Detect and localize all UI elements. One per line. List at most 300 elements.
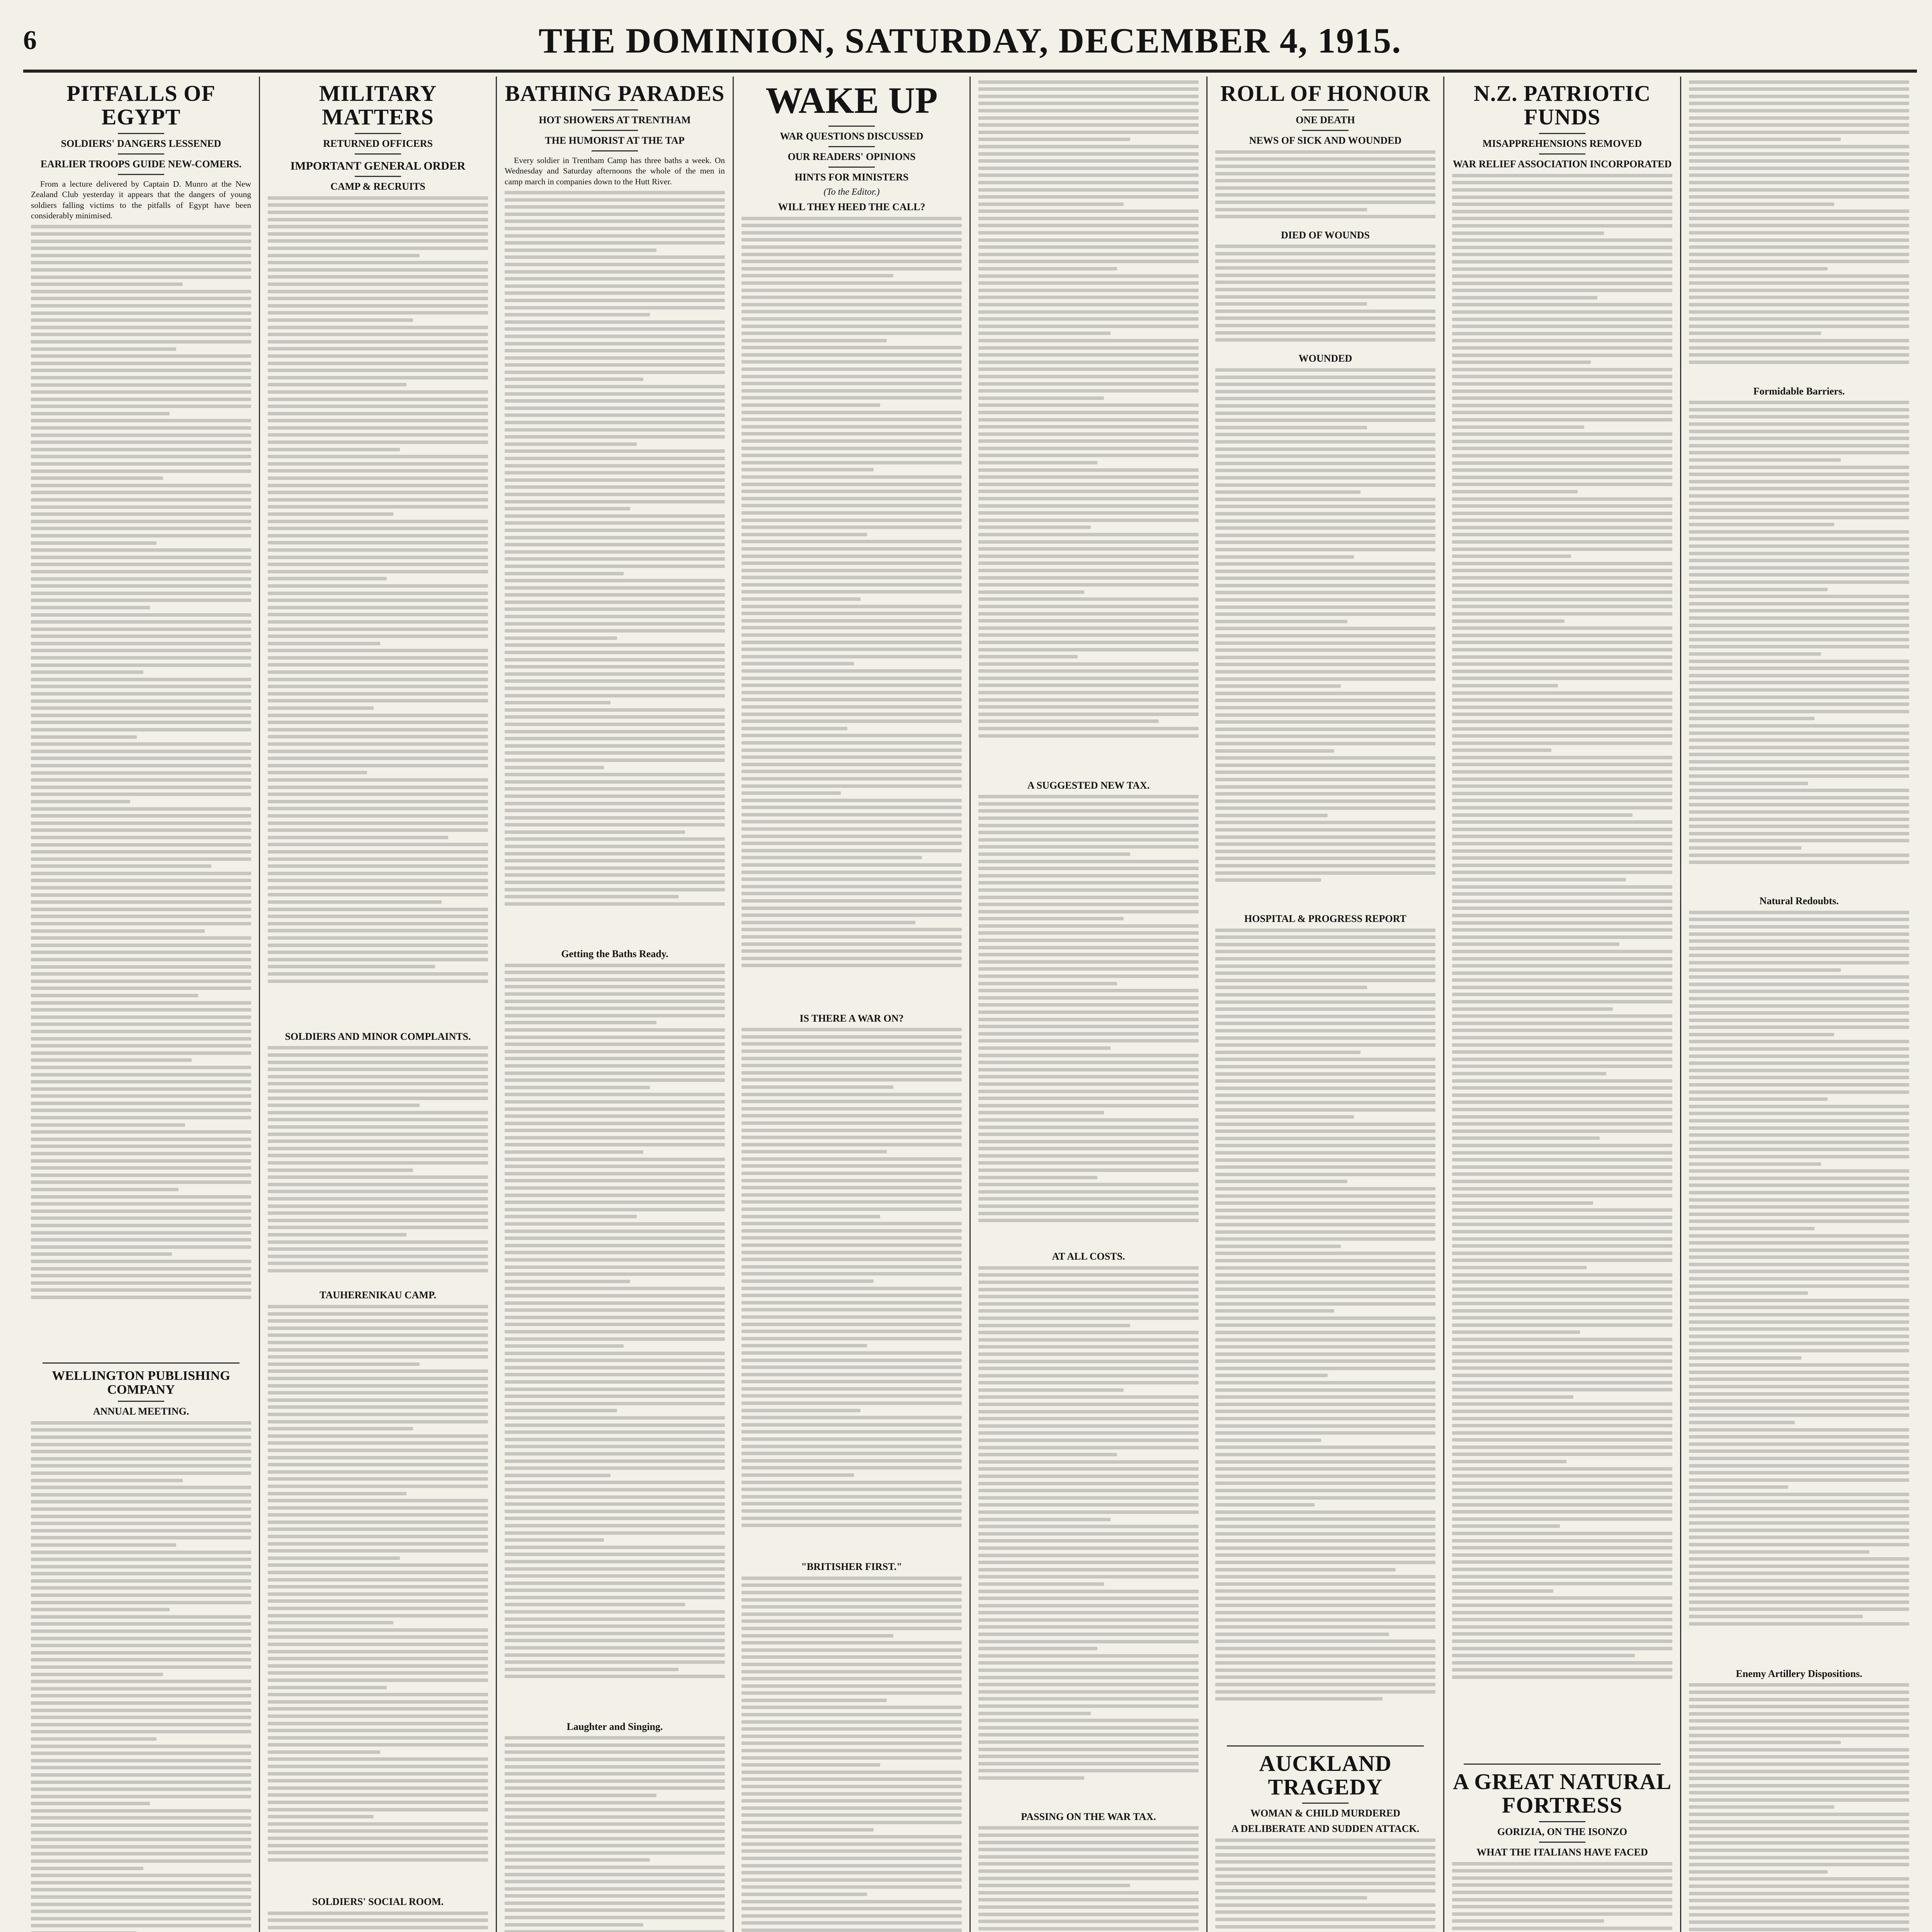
text-line — [31, 1493, 251, 1497]
text-line — [31, 1795, 251, 1798]
text-line — [505, 1057, 725, 1060]
text-line — [1452, 950, 1672, 953]
text-line — [1215, 1503, 1315, 1507]
text-line — [1452, 878, 1626, 881]
text-line — [1452, 921, 1672, 925]
text-line — [1689, 552, 1909, 555]
text-line — [1452, 576, 1672, 580]
text-line — [978, 1690, 1199, 1694]
text-line — [978, 1633, 1199, 1636]
text-line — [978, 727, 1199, 730]
text-line — [31, 225, 251, 228]
text-line — [268, 1563, 488, 1567]
text-line — [1689, 1593, 1909, 1597]
deck: WAR RELIEF ASSOCIATION INCORPORATED — [1452, 158, 1672, 170]
text-line — [31, 628, 251, 631]
text-line — [31, 484, 251, 487]
text-line — [1689, 1550, 1869, 1554]
text-line — [1689, 1928, 1909, 1931]
text-line — [268, 254, 420, 257]
text-line — [1689, 1834, 1909, 1838]
text-line — [1452, 1330, 1580, 1334]
text-line — [505, 1588, 725, 1592]
text-line — [505, 1215, 637, 1218]
text-line — [268, 225, 488, 228]
text-line — [268, 670, 488, 674]
text-line — [268, 1786, 488, 1790]
text-line — [1689, 516, 1909, 519]
text-line — [1452, 1280, 1672, 1284]
text-line — [978, 396, 1104, 400]
text-line — [1215, 756, 1435, 760]
text-line — [31, 634, 251, 638]
text-line — [505, 1416, 725, 1420]
text-line — [268, 735, 488, 738]
text-line — [742, 1136, 962, 1139]
text-line — [978, 1161, 1199, 1165]
text-line — [268, 742, 488, 746]
text-line — [268, 362, 488, 365]
text-line — [978, 475, 1199, 479]
text-line — [1452, 181, 1672, 184]
text-line — [1689, 1726, 1909, 1730]
text-line — [978, 159, 1199, 163]
text-line — [31, 757, 251, 760]
text-line — [1215, 440, 1435, 444]
text-line — [268, 764, 488, 767]
text-line — [1452, 1395, 1573, 1399]
text-line — [1452, 1072, 1606, 1075]
text-line — [742, 1583, 962, 1587]
text-line — [505, 751, 725, 755]
text-line — [1452, 404, 1672, 407]
text-line — [268, 1506, 488, 1510]
text-line — [978, 1360, 1199, 1363]
text-line — [31, 1644, 251, 1647]
text-line — [978, 860, 1199, 863]
text-line — [1215, 1101, 1435, 1104]
text-line — [268, 412, 488, 415]
text-line — [1452, 1460, 1566, 1463]
text-line — [1689, 573, 1909, 577]
text-line — [505, 1517, 725, 1520]
text-line — [742, 1049, 962, 1053]
text-line — [1689, 947, 1909, 950]
text-line — [268, 1362, 420, 1366]
text-line — [1215, 821, 1435, 824]
text-line — [31, 1558, 251, 1561]
text-line — [742, 526, 962, 529]
text-line — [1452, 612, 1672, 616]
text-line — [978, 1898, 1199, 1901]
text-line — [1215, 684, 1341, 688]
text-line — [742, 317, 962, 321]
text-line — [978, 669, 1199, 673]
text-line — [1689, 1571, 1909, 1575]
text-line — [268, 980, 488, 983]
text-line — [505, 327, 725, 331]
text-line — [1689, 1820, 1909, 1823]
text-line — [978, 1190, 1199, 1194]
letter-body — [978, 1266, 1199, 1807]
text-line — [31, 850, 251, 854]
text-line — [1689, 437, 1909, 440]
text-line — [978, 403, 1199, 407]
text-line — [1689, 339, 1909, 342]
text-line — [31, 1471, 251, 1475]
text-line — [978, 1316, 1199, 1320]
text-line — [1689, 702, 1909, 706]
article-body — [1452, 1862, 1672, 1932]
text-line — [742, 1871, 962, 1874]
text-line — [268, 1118, 488, 1121]
text-line — [1452, 1381, 1672, 1384]
text-line — [268, 376, 488, 379]
text-line — [978, 1446, 1199, 1449]
text-line — [1689, 444, 1909, 447]
text-line — [978, 1082, 1199, 1086]
text-line — [1215, 1352, 1435, 1356]
text-line — [742, 1473, 854, 1477]
text-line — [742, 1323, 962, 1326]
text-line — [505, 1064, 725, 1068]
text-line — [742, 820, 962, 823]
text-line — [505, 1000, 725, 1003]
text-line — [505, 1150, 643, 1154]
text-line — [978, 1046, 1111, 1050]
text-line — [742, 684, 962, 687]
text-line — [1215, 1180, 1347, 1183]
text-line — [1689, 1349, 1909, 1352]
text-line — [31, 1924, 251, 1927]
text-line — [1215, 1388, 1435, 1392]
text-line — [31, 1173, 251, 1177]
text-line — [742, 439, 962, 443]
text-line — [1215, 1690, 1435, 1694]
text-line — [978, 80, 1199, 84]
text-line — [268, 663, 488, 667]
text-line — [1215, 1094, 1435, 1097]
text-line — [1215, 1903, 1435, 1907]
headline: PITFALLS OF EGYPT — [66, 81, 216, 129]
text-line — [1689, 289, 1909, 292]
text-line — [1452, 1094, 1672, 1097]
text-line — [1689, 1011, 1909, 1015]
text-line — [31, 462, 251, 466]
text-line — [268, 972, 488, 976]
text-line — [1452, 246, 1672, 249]
text-line — [268, 1693, 488, 1696]
text-line — [742, 1735, 962, 1738]
text-line — [505, 507, 630, 510]
text-line — [1689, 1690, 1909, 1694]
text-line — [1689, 415, 1909, 418]
text-line — [268, 1262, 488, 1265]
headline: AUCKLAND TRAGEDY — [1259, 1750, 1392, 1799]
text-line — [31, 828, 251, 832]
text-line — [742, 1287, 962, 1290]
text-line — [268, 275, 488, 279]
text-line — [31, 1665, 251, 1669]
text-line — [978, 648, 1199, 651]
text-line — [1689, 509, 1909, 512]
text-line — [1689, 1378, 1909, 1381]
text-line — [31, 491, 251, 494]
text-line — [978, 996, 1199, 1000]
text-line — [1452, 1345, 1672, 1349]
headline: A GREAT NATURAL FORTRESS — [1452, 1769, 1672, 1818]
text-line — [31, 1787, 251, 1791]
text-line — [1215, 1446, 1435, 1449]
text-line — [1215, 1925, 1435, 1929]
text-line — [1215, 208, 1367, 211]
text-line — [1452, 1359, 1672, 1363]
text-line — [1452, 476, 1672, 479]
text-line — [1215, 498, 1435, 501]
text-line — [742, 1430, 962, 1434]
text-line — [1689, 932, 1909, 936]
text-line — [31, 276, 251, 279]
text-line — [742, 590, 962, 594]
text-line — [742, 375, 962, 378]
text-line — [31, 1823, 251, 1827]
text-line — [978, 1539, 1199, 1543]
text-line — [1689, 1177, 1909, 1180]
text-line — [268, 505, 488, 509]
text-line — [268, 1714, 488, 1718]
text-line — [1215, 1129, 1435, 1133]
text-line — [1215, 799, 1435, 803]
text-line — [1215, 1316, 1435, 1320]
text-line — [978, 217, 1199, 220]
text-line — [268, 383, 406, 386]
text-line — [31, 1629, 251, 1633]
text-line — [1215, 1230, 1435, 1234]
text-line — [268, 1607, 488, 1610]
text-line — [1215, 1165, 1435, 1169]
text-line — [505, 213, 725, 216]
text-line — [505, 284, 725, 288]
text-line — [505, 1582, 725, 1585]
text-line — [268, 872, 488, 875]
article-body — [1689, 401, 1909, 891]
text-line — [978, 1467, 1199, 1471]
text-line — [742, 1093, 962, 1096]
text-line — [1689, 688, 1909, 692]
text-line — [268, 1643, 488, 1646]
text-line — [978, 1683, 1199, 1686]
text-line — [978, 260, 1199, 263]
text-line — [1452, 253, 1672, 256]
text-line — [31, 1507, 251, 1511]
text-line — [505, 263, 725, 266]
text-line — [742, 1598, 962, 1602]
letter-body — [742, 1577, 962, 1932]
text-line — [1452, 1625, 1672, 1629]
text-line — [978, 924, 1199, 928]
text-line — [742, 949, 962, 953]
text-line — [31, 685, 251, 688]
text-line — [1689, 195, 1909, 199]
text-line — [505, 830, 685, 834]
text-line — [1215, 1467, 1435, 1471]
text-line — [1215, 526, 1435, 530]
text-line — [742, 418, 962, 421]
text-line — [1452, 210, 1672, 213]
text-line — [742, 303, 962, 306]
text-line — [978, 1010, 1199, 1014]
text-line — [1689, 1284, 1909, 1288]
text-line — [268, 491, 488, 494]
text-line — [505, 313, 650, 316]
text-line — [742, 382, 962, 385]
text-line — [742, 547, 962, 551]
text-line — [1689, 1097, 1828, 1101]
text-line — [31, 778, 251, 782]
text-line — [505, 241, 725, 245]
text-line — [1452, 354, 1672, 357]
text-line — [31, 728, 251, 731]
text-line — [505, 1596, 725, 1599]
text-line — [742, 1315, 962, 1319]
text-line — [978, 1719, 1199, 1722]
text-line — [1452, 1022, 1672, 1025]
text-line — [1215, 878, 1321, 882]
text-line — [1452, 1230, 1672, 1233]
text-line — [505, 1244, 725, 1247]
text-line — [31, 247, 251, 250]
article-body — [1452, 174, 1672, 1758]
text-line — [1689, 353, 1909, 357]
text-line — [742, 1813, 962, 1817]
text-line — [742, 1713, 962, 1716]
text-line — [1689, 1083, 1909, 1087]
text-line — [505, 1043, 725, 1046]
text-line — [1452, 375, 1672, 378]
text-line — [1452, 1338, 1672, 1341]
text-line — [1215, 1051, 1361, 1054]
text-line — [1689, 1141, 1909, 1144]
text-line — [742, 1114, 962, 1117]
text-line — [505, 1316, 725, 1319]
text-line — [505, 1808, 725, 1811]
text-line — [31, 1435, 251, 1439]
text-line — [31, 347, 176, 351]
text-line — [268, 879, 488, 882]
headline: WAKE UP — [765, 80, 938, 121]
text-line — [742, 612, 962, 615]
text-line — [978, 824, 1199, 827]
text-line — [268, 685, 488, 688]
text-line — [742, 763, 962, 766]
text-line — [31, 1058, 192, 1062]
text-line — [978, 1367, 1199, 1370]
text-line — [505, 478, 725, 482]
text-line — [1452, 274, 1672, 278]
text-line — [1215, 713, 1435, 717]
text-line — [1452, 1014, 1672, 1018]
text-line — [31, 1450, 251, 1453]
text-line — [1689, 1622, 1909, 1626]
text-line — [1689, 1449, 1909, 1453]
text-line — [505, 737, 725, 740]
text-line — [268, 584, 488, 588]
text-line — [978, 641, 1199, 644]
text-line — [1689, 1471, 1909, 1475]
text-line — [268, 828, 488, 832]
text-line — [268, 714, 488, 717]
text-line — [1215, 835, 1435, 839]
text-line — [742, 1677, 962, 1680]
text-line — [268, 1456, 488, 1459]
text-line — [31, 821, 251, 825]
text-line — [1452, 1029, 1672, 1032]
text-line — [978, 317, 1199, 321]
text-line — [978, 1345, 1199, 1349]
text-line — [268, 944, 488, 947]
text-line — [1452, 1136, 1600, 1140]
text-line — [31, 1030, 251, 1033]
text-line — [31, 1658, 251, 1662]
text-line — [1689, 645, 1909, 648]
text-line — [978, 152, 1199, 156]
text-line — [268, 1125, 488, 1129]
text-line — [1452, 590, 1672, 594]
text-line — [1215, 1683, 1435, 1686]
text-line — [742, 1806, 962, 1810]
text-line — [505, 643, 725, 647]
text-line — [268, 1377, 488, 1380]
text-line — [1689, 753, 1909, 756]
text-line — [268, 1183, 488, 1186]
text-line — [1689, 87, 1909, 91]
text-line — [1689, 1734, 1909, 1737]
text-line — [505, 234, 725, 238]
text-line — [978, 547, 1199, 551]
text-line — [505, 1021, 656, 1024]
text-line — [1689, 1263, 1909, 1266]
text-line — [31, 1881, 251, 1884]
text-line — [742, 770, 962, 773]
text-line — [1215, 1838, 1435, 1842]
text-line — [31, 469, 251, 473]
text-line — [1452, 196, 1672, 199]
text-line — [1452, 1252, 1672, 1255]
text-line — [505, 1815, 725, 1819]
text-line — [1452, 1201, 1593, 1205]
text-line — [1215, 641, 1435, 645]
text-line — [978, 1219, 1199, 1222]
text-line — [1689, 1770, 1909, 1773]
text-line — [268, 548, 488, 552]
text-line — [1215, 331, 1435, 335]
text-line — [268, 354, 488, 358]
text-line — [1689, 746, 1909, 749]
text-line — [1689, 1112, 1909, 1115]
text-line — [505, 895, 679, 898]
text-line — [31, 692, 251, 696]
text-line — [742, 576, 962, 579]
text-line — [268, 1851, 488, 1854]
text-line — [742, 389, 962, 393]
text-line — [268, 1918, 488, 1922]
text-line — [268, 1154, 488, 1157]
text-line — [268, 1348, 488, 1352]
text-line — [1215, 1424, 1435, 1428]
text-line — [1215, 778, 1435, 781]
text-line — [505, 873, 725, 877]
text-line — [1452, 1905, 1672, 1908]
